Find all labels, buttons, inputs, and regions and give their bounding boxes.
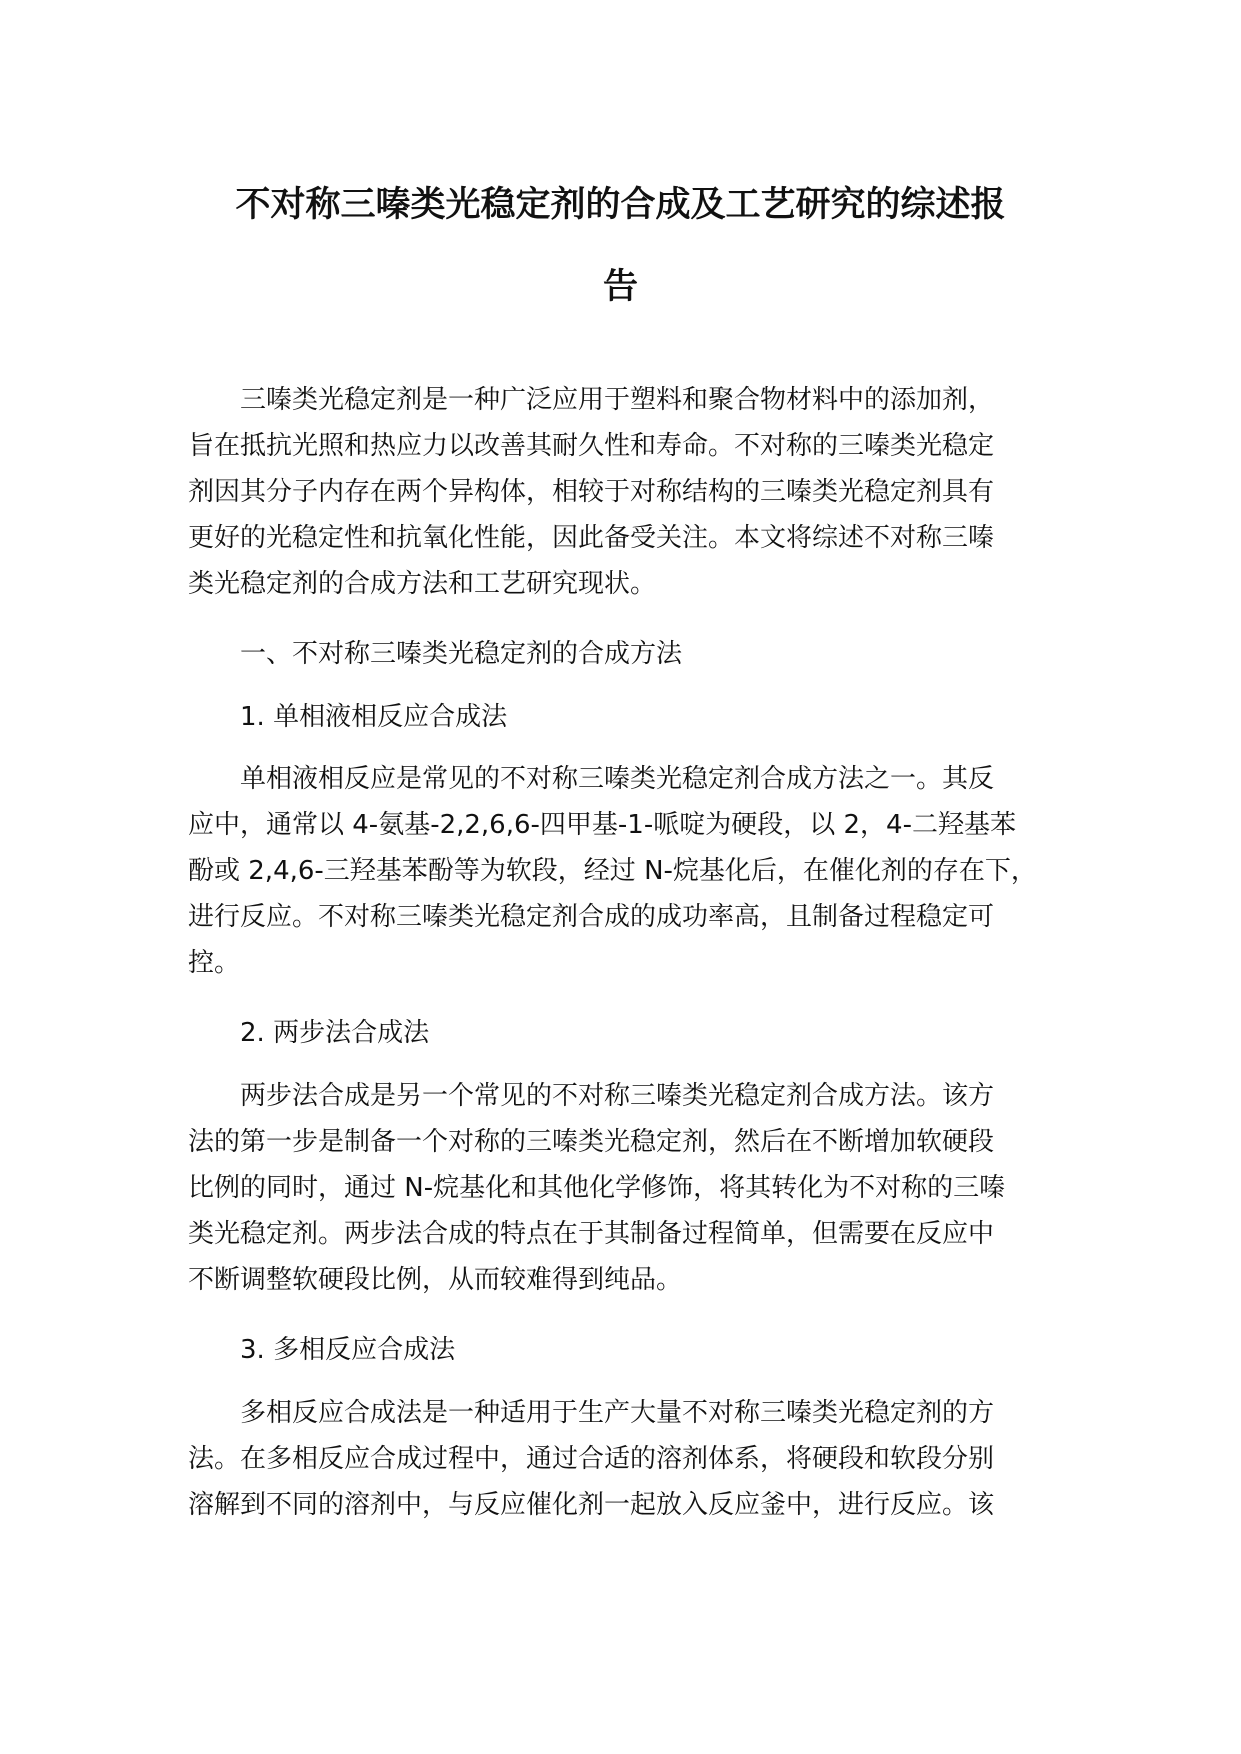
- document-title-line-2: 告: [602, 267, 638, 307]
- subsection-paragraph-multi-phase: 多相反应合成法是一种适用于生产大量不对称三嗪类光稳定剂的方 法。在多相反应合成过程中，通过合适的溶剂体系，将硬段和软段分别 溶解到不同的溶剂中，与反应催化剂一起放入反应釜中，进行反应。该: [188, 1398, 995, 1520]
- subsection-heading-two-step: 2. 两步法合成法: [188, 1018, 430, 1048]
- subsection-heading-multi-phase: 3. 多相反应合成法: [188, 1335, 456, 1365]
- intro-paragraph: 三嗪类光稳定剂是一种广泛应用于塑料和聚合物材料中的添加剂， 旨在抵抗光照和热应力以改善其耐久性和寿命。不对称的三嗪类光稳定 剂因其分子内存在两个异构体，相较于对称结构的三嗪类光稳定剂具有 更好的光稳定性和抗氧化性能，因此备受关注。本文将综述不对称三嗪 类光稳定剂的合成方法和工艺研究现状。: [188, 385, 995, 599]
- subsection-paragraph-single-phase: 单相液相反应是常见的不对称三嗪类光稳定剂合成方法之一。其反 应中，通常以 4-氨基-2,2,6,6-四甲基-1-哌啶为硬段，以 2，4-二羟基苯 酚或 2,4,6-三羟基苯酚等为软段，经过 N-烷基化后，在催化剂的存在下， 进行反应。不对称三嗪类光稳定剂合成的成功率高，且制备过程稳定可 控。: [188, 764, 1037, 978]
- document-title-line-1: 不对称三嗪类光稳定剂的合成及工艺研究的综述报: [235, 185, 1006, 225]
- subsection-paragraph-two-step: 两步法合成是另一个常见的不对称三嗪类光稳定剂合成方法。该方 法的第一步是制备一个对称的三嗪类光稳定剂，然后在不断增加软硬段 比例的同时，通过 N-烷基化和其他化学修饰，将其转化为不对称的三嗪 类光稳定剂。两步法合成的特点在于其制备过程简单，但需要在反应中 不断调整软硬段比例，从而较难得到纯品。: [188, 1081, 1006, 1295]
- subsection-heading-single-phase: 1. 单相液相反应合成法: [188, 702, 508, 732]
- section-heading-synthesis-methods: 一、不对称三嗪类光稳定剂的合成方法: [188, 639, 683, 669]
